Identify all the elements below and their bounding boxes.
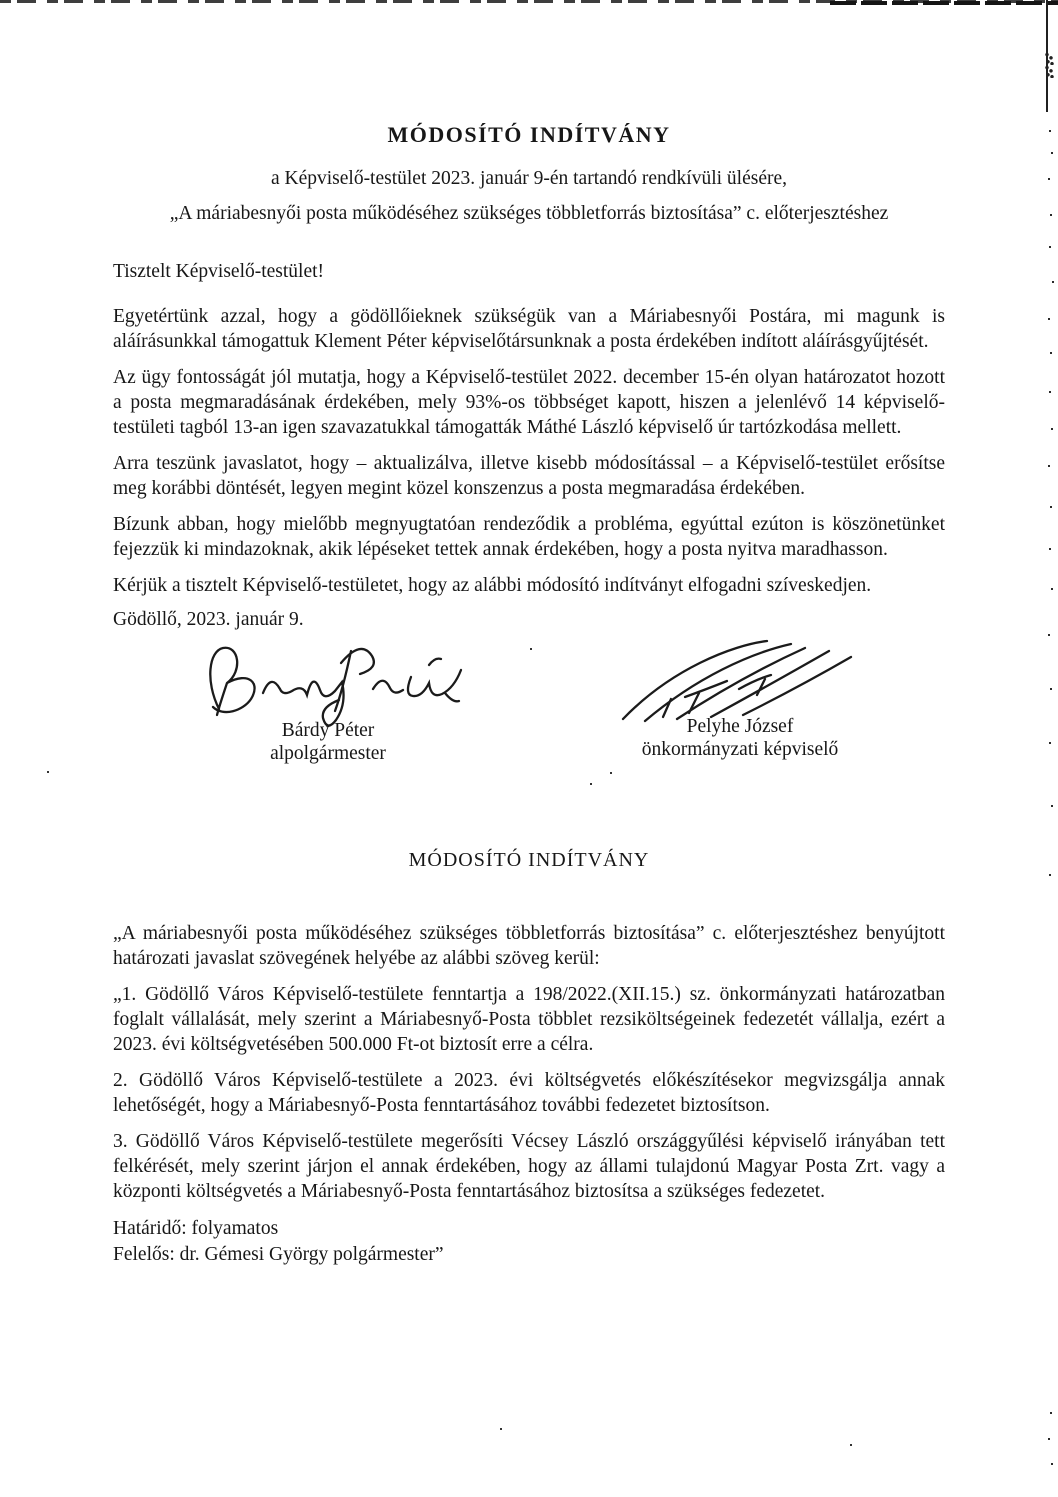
signer-name: Pelyhe József (686, 716, 794, 737)
scan-artifact-specks (0, 0, 2, 2)
paragraph-2: Az ügy fontosságát jól mutatja, hogy a Képviselő-testület 2022. december 15-én olyan határozatot hozott a posta megmaradásának érdekében, mely 93%-os többséget kapott, hiszen a jelenlévő 14 képviselő-testületi tagból 13-an igen szavazatukkal támogatták Máthé László képviselő úr tartózkodása mellett. (113, 367, 945, 438)
scan-artifact-top-edge (0, 0, 1058, 3)
paragraph-1: Egyetértünk azzal, hogy a gödöllőieknek szükségük van a Máriabesnyői Postára, mi magunk is aláírásunkkal támogattuk Klement Péter képviselőtársunknak a posta érdekében indított aláírásgyűjtését. (113, 306, 945, 352)
paragraph-4: Bízunk abban, hogy mielőbb megnyugtatóan rendeződik a probléma, egyúttal ezúton is köszönetünket fejezzük ki mindazoknak, akik lépéseket tettek annak érdekében, hogy a posta nyitva maradhasson. (113, 514, 945, 560)
deadline-line: Határidő: folyamatos (113, 1218, 279, 1239)
signature-row (163, 635, 905, 765)
paragraph-5: Kérjük a tisztelt Képviselő-testületet, hogy az alábbi módosító indítványt elfogadni szíveskedjen. (113, 575, 872, 596)
signature-handwriting-pelyhe-jozsef-icon (615, 635, 865, 723)
reference-line: „A máriabesnyői posta működéséhez szükséges többletforrás biztosítása” c. előterjesztéshez (169, 203, 889, 224)
amendment-point-3: 3. Gödöllő Város Képviselő-testülete megerősíti Vécsey László országgyűlési képviselő irányában tett felkérését, mely szerint járjon el annak érdekében, hogy az állami tulajdonú Magyar Posta Zrt. vagy a központi költségvetés a Máriabesnyő-Posta fenntartásához biztosítsa a szükséges fedezetet. (113, 1131, 945, 1202)
scan-artifact-right-edge-line (1046, 0, 1048, 112)
scan-artifact-top-edge-right (830, 1, 1058, 5)
dateline: Gödöllő, 2023. január 9. (113, 609, 304, 630)
signer-role: önkormányzati képviselő (641, 739, 839, 760)
amendment-point-2: 2. Gödöllő Város Képviselő-testülete a 2023. évi költségvetés előkészítésekor megvizsgálja annak lehetőségét, hogy a Máriabesnyő-Posta fenntartásához további fedezetet biztosítson. (113, 1070, 945, 1116)
signer-name: Bárdy Péter (281, 720, 375, 741)
document-title: MÓDOSÍTÓ INDÍTVÁNY (387, 122, 671, 147)
salutation: Tisztelt Képviselő-testület! (113, 261, 325, 282)
signature-block-left (163, 635, 493, 765)
signature-handwriting-bardy-peter-icon (193, 635, 463, 727)
amendment-title: MÓDOSÍTÓ INDÍTVÁNY (408, 849, 650, 871)
signature-block-right (575, 635, 905, 765)
session-line: a Képviselő-testület 2023. január 9-én tartandó rendkívüli ülésére, (270, 168, 788, 189)
signer-role: alpolgármester (270, 743, 386, 764)
amendment-intro: „A máriabesnyői posta működéséhez szükséges többletforrás biztosítása” c. előterjesztéshez benyújtott határozati javaslat szövegének helyébe az alábbi szöveg kerül: (113, 923, 945, 969)
responsible-line: Felelős: dr. Gémesi György polgármester” (113, 1244, 444, 1265)
paragraph-3: Arra teszünk javaslatot, hogy – aktualizálva, illetve kisebb módosítással – a Képviselő-testület erősítse meg korábbi döntését, legyen megint közel konszenzus a posta megmaradása érdekében. (113, 453, 945, 499)
scan-artifact-right-blob (1044, 52, 1054, 78)
amendment-point-1: „1. Gödöllő Város Képviselő-testülete fenntartja a 198/2022.(XII.15.) sz. önkormányzati határozatban foglalt vállalását, mely szerint a Máriabesnyő-Posta többlet rezsiköltségeinek fedezetét vállalja, ezért a 2023. évi költségvetésében 500.000 Ft-ot biztosít erre a célra. (113, 984, 945, 1055)
